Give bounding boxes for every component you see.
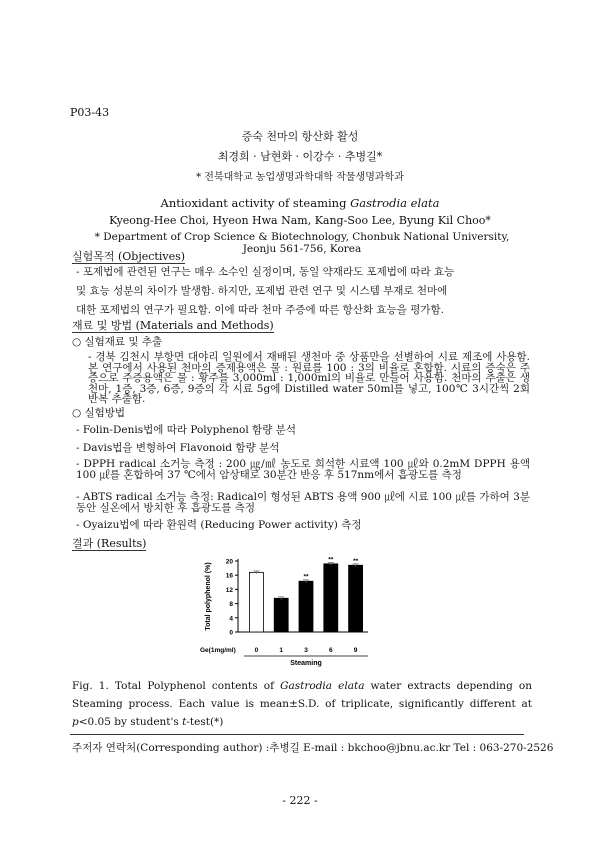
materials-heading: ○ 실험재료 및 추출 <box>72 336 163 348</box>
y-tick-label: 16 <box>225 572 233 580</box>
method-item-flavonoid: - Davis법을 변형하여 Flavonoid 함량 분석 <box>76 442 280 454</box>
y-tick-label: 0 <box>229 629 233 637</box>
korean-title: 증숙 천마의 항산화 활성 <box>241 130 359 143</box>
page-number: - 222 - <box>282 794 318 807</box>
caption-prefix: Fig. 1. Total Polyphenol contents of <box>72 680 281 692</box>
method-item-reducing-power: - Oyaizu법에 따라 환원력 (Reducing Power activity) 측정 <box>76 519 362 531</box>
objectives-heading: 실험목적 (Objectives) <box>72 250 186 263</box>
method-item-abts: - ABTS radical 소거능 측정: Radical이 형성된 ABTS 용액 900 ㎕에 시료 100 ㎕를 가하여 3분 동안 실온에서 방치한 후 흡광도를 측정 <box>76 491 530 514</box>
category-prefix-label: Ge(1mg/ml) <box>200 647 236 654</box>
objectives-line: - 포제법에 관련된 연구는 매우 소수인 실정이며, 동일 약재라도 포제법에 따라 효능 <box>76 266 455 278</box>
english-title-prefix: Antioxidant activity of steaming <box>160 196 351 210</box>
caption-species: Gastrodia elata <box>280 680 365 692</box>
methods-sub-heading: ○ 실험방법 <box>72 407 126 419</box>
caption-mid: water extracts depending on Steaming process. Each value is mean±S.D. of triplicate, significantly different at <box>72 680 532 710</box>
korean-affiliation: * 전북대학교 농업생명과학대학 작물생명과학과 <box>196 172 404 183</box>
y-axis-label: Total polyphenol (%) <box>205 562 212 631</box>
objectives-line: 및 효능 성분의 차이가 발생함. 하지만, 포제법 관련 연구 및 시스템 부재로 천마에 <box>76 285 448 297</box>
y-tick-label: 4 <box>229 615 233 623</box>
english-authors: Kyeong-Hee Choi, Hyeon Hwa Nam, Kang-Soo Lee, Byung Kil Choo* <box>109 214 491 227</box>
caption-t: t <box>182 716 187 728</box>
english-affiliation: * Department of Crop Science & Biotechnology, Chonbuk National University, Jeonju 561-756, Korea <box>94 231 510 255</box>
bar <box>324 564 338 632</box>
category-label: 1 <box>279 647 284 654</box>
objectives-text <box>76 264 532 321</box>
significance-mark: ** <box>328 556 334 564</box>
polyphenol-chart <box>196 552 392 678</box>
method-item-dpph: - DPPH radical 소거능 측정 : 200 ㎍/㎖ 농도로 희석한 시료액 100 ㎕와 0.2mM DPPH 용액 100 ㎕를 혼합하여 37 ℃에서 암상태로 30분간 반응 후 517nm에서 흡광도를 측정 <box>76 458 530 481</box>
category-label: 9 <box>353 647 358 654</box>
corresponding-author: 주저자 연락처(Corresponding author) :추병길 E-mail : bkchoo@jbnu.ac.kr Tel : 063-270-2526 <box>72 742 554 754</box>
bar <box>349 565 363 632</box>
significance-mark: ** <box>353 557 359 565</box>
y-tick-label: 12 <box>225 586 233 594</box>
results-heading: 결과 (Results) <box>72 537 147 550</box>
bar <box>274 598 288 632</box>
bar <box>249 572 263 632</box>
materials-text: - 경북 김천시 부항면 대야리 일원에서 재배된 생천마 중 상품만을 선별하여 시료 제조에 사용함. 본 연구에서 사용된 천마의 증제용액은 물 : 원료를 100 : 3의 비율로 혼합함. 시료의 증숙은 주증으로 주증용액은 물 : 황주를 3,000ml : 1,000ml의 비율로 만들어 사용함. 천마의 추출은 생천마, 1증, 3증, 6증, 9증의 각 시료 5g에 Distilled water 50ml를 넣고, 100℃ 3시간씩 2회 반복 추출함. <box>88 351 530 405</box>
figure-caption <box>72 677 532 731</box>
category-label: 0 <box>254 647 259 654</box>
korean-authors: 최경희 · 남현화 · 이강수 · 추병길* <box>217 150 383 163</box>
abstract-code: P03-43 <box>70 106 110 119</box>
caption-mid2: <0.05 by student's <box>78 716 183 728</box>
bar <box>299 581 313 632</box>
english-title <box>0 196 600 210</box>
y-tick-label: 20 <box>225 558 233 566</box>
significance-mark: ** <box>303 573 309 581</box>
caption-suffix: -test(*) <box>186 716 224 728</box>
method-item-polyphenol: - Folin-Denis법에 따라 Polyphenol 함량 분석 <box>76 424 296 436</box>
english-title-species: Gastrodia elata <box>350 196 440 210</box>
caption-p: p <box>72 716 79 728</box>
category-label: 6 <box>328 647 333 654</box>
methods-heading: 재료 및 방법 (Materials and Methods) <box>72 319 274 332</box>
x-axis-label: Steaming <box>290 660 322 667</box>
footer-divider <box>70 734 524 735</box>
y-tick-label: 8 <box>229 601 233 609</box>
objectives-line: 대한 포제법의 연구가 필요함. 이에 따라 천마 주증에 따른 항산화 효능을 평가함. <box>76 304 444 316</box>
category-label: 3 <box>304 647 308 654</box>
